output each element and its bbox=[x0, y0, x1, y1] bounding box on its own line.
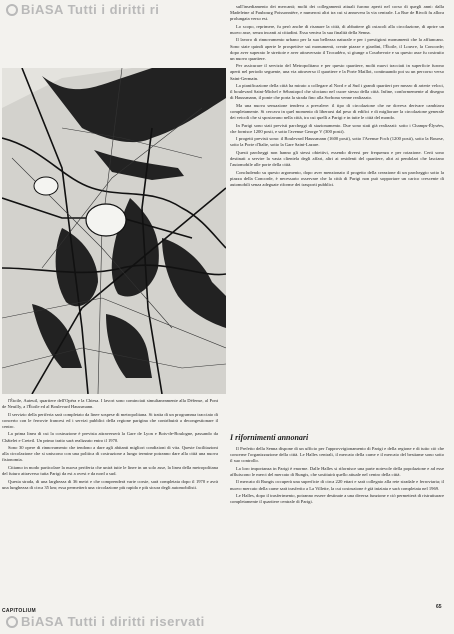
paragraph: Per assicurare il servizio del Metropolitano e per questo quartiere, molti nuovi tracciati in superficie furono aperti nel periodo seguente, una via attraverso il quartiere e la Porte Maillot, continuando poi su un percorso verso Saint-Germain. bbox=[230, 63, 444, 81]
watermark-top bbox=[6, 2, 159, 17]
paragraph: In Parigi sono stati previsti parcheggi di stazionamento. Due sono stati già realizzati: sotto i Champs-Élysées, che fornisce 1200 posti, e sotto l'avenue George V (300 posti). bbox=[230, 122, 444, 134]
paragraph: Il lavoro di rinnovamento urbano per la sua bellezza naturale e per i prestigiosi monumenti che la affiancano. Sono state quindi aperte le prospettive sui monumenti, create piazze e giardini, l'Étoile, il Louvre, la Concorde; dopo aver superato le strettoie e aver attraversato il Trocadéro, si giunge a Courbevoie e su questo asse fu costruito un nuovo quartiere. bbox=[230, 37, 444, 61]
text-column-right-bottom bbox=[230, 446, 444, 606]
paragraph: Concludendo su questo argomento, dopo aver menzionato il progetto della creazione di un parcheggio sotto la piazza della Concorde, è necessario osservare che la città di Parigi non può sopportare un carico crescente di automobili senza adeguate riforme dei trasporti pubblici. bbox=[230, 169, 444, 188]
paragraph: Questi parcheggi non hanno gli stessi obiettivi, essendo diversi per frequenza e per rotazione. Certi sono destinati a servire la vasta clientela degli affari, altri ai residenti del quartiere, altri ai pendolari che lasciano l'automobile alle porte della città. bbox=[230, 150, 444, 168]
paragraph: I progetti previsti sono: il Boulevard Haussmann (1600 posti), sotto l'Avenue Foch (1200 posti), sotto la Bourse, sotto la Porte d'Italie, sotto la Gare Saint-Lazare. bbox=[230, 136, 444, 148]
paragraph: Ma una nuova sensazione tendeva a prevalere: il tipo di circolazione che ne doveva derivare cambiava completamente. Si cercava in quel momento di liberarsi dal peso di edifici e di migliorare la circolazione generale dei veicoli che si spostavano nella città, tra cui quelli a Parigi e in tutte le città del mondo. bbox=[230, 102, 444, 121]
copyright-icon bbox=[6, 4, 18, 16]
city-map-image bbox=[2, 68, 226, 394]
paragraph: Il mercato di Rungis occuperà una superficie di circa 220 ettari e sarà collegato alla rete stradale e ferroviaria; il nuovo mercato della carne sarà trasferito a La Villette, la cui costruzione è già iniziata e sarà completata nel 1969. bbox=[230, 479, 444, 491]
paragraph: Le Halles, dopo il trasferimento, potranno essere destinate a una diversa funzione e ciò permetterà di ristrutturare completamente il quartiere centrale di Parigi. bbox=[230, 493, 444, 505]
section-heading: I rifornimenti annonari bbox=[230, 433, 309, 442]
paragraph: Il servizio della periferia sarà completato da linee sospese di metropolitana. Si tratta di un programma tracciato di concerto con le ferrovie francesi ed i servizi pubblici della regione parigina che contribuirà a decongestionare il centro. bbox=[2, 411, 218, 429]
text-column-left-bottom bbox=[2, 398, 218, 606]
watermark-bottom bbox=[6, 614, 205, 629]
watermark-top-text: BiASA Tutti i diritti ri bbox=[21, 2, 160, 17]
text-column-right-top bbox=[230, 4, 444, 420]
copyright-icon bbox=[6, 616, 18, 628]
paragraph: La loro importanza in Parigi è enorme. Dalle Halles si rifornisce una parte notevole della popolazione e ad esse affluiscono le merci del mercato di Rungis, che sostituirà quello attuale nel centro della città. bbox=[230, 465, 444, 477]
paragraph: Questa strada, di una larghezza di 36 metri e che comprenderà varie corsie, sarà completata dopo il 1970 e avrà una lunghezza di circa 35 km; essa permetterà una circolazione più rapida e più sicura degli automobilisti. bbox=[2, 478, 218, 490]
paragraph: sull'insediamento dei mercanti; molti dei collegamenti attuali furono aperti nel corso di quegli anni: dalla Madeleine al Faubourg Poissonnière, e numerosi altri tra cui si annovera la via centrale. La Rue de Rivoli fu allora prolungata verso est. bbox=[230, 4, 444, 22]
publication-name: CAPITOLIUM bbox=[2, 608, 37, 614]
paragraph: Il Prefetto della Senna dispone di un ufficio per l'approvvigionamento di Parigi e della regione e di tutto ciò che concerne l'organizzazione della città. Le Halles centrali, il mercato della carne e il mercato del bestiame sono sotto il suo controllo. bbox=[230, 446, 444, 464]
paragraph: Lo scopo, reprimere, fu però anche di risanare la città, di abbattere gli ostacoli alla circolazione, di aprire un nuovo asse, senza incanti ai cittadini. Essa veniva la sua finalità della Senna. bbox=[230, 23, 444, 35]
paragraph: La pianificazione della città ha mirato a collegare al Nord e al Sud i grandi quartieri per mezzo di arterie veloci, il boulevard Saint-Michel e Sébastopol che sfociano nel cuore stesso della città. Infine, conformemente al disegno di Haussmann, il ponte che porta la strada fino alla Sorbona venne realizzato. bbox=[230, 83, 444, 101]
paragraph: La prima linea di cui la costruzione è prevista attraverserà la Gare de Lyon e Bois-de-Boulogne, passando da Châtelet e Creteil. Un primo tratto sarà realizzato entro il 1970. bbox=[2, 431, 218, 443]
paragraph: Sono 30 opere di rinnovamento che tendono a dare agli abitanti migliori condizioni di vita. Queste facilitazioni alla circolazione che si uniscono con una politica di costruzione a lungo termine potranno dare alla città una nuova fisionomia. bbox=[2, 445, 218, 463]
map-figure bbox=[2, 68, 226, 394]
paragraph: l'Étoile, Auteuil, quartiere dell'Opéra e la Chiesa. I lavori sono cominciati simultaneamente alla Défense, al Pont de Neuilly, a l'Étoile ed al Boulevard Haussmann. bbox=[2, 398, 218, 410]
paragraph: Citiamo in modo particolare la nuova periferia che unirà tutte le linee in un solo asse, la linea della metropolitana del futuro attraverso tutta Parigi da est a ovest e da nord a sud. bbox=[2, 464, 218, 477]
page-number: 65 bbox=[436, 604, 442, 610]
watermark-bottom-text: BiASA Tutti i diritti riservati bbox=[21, 614, 205, 629]
